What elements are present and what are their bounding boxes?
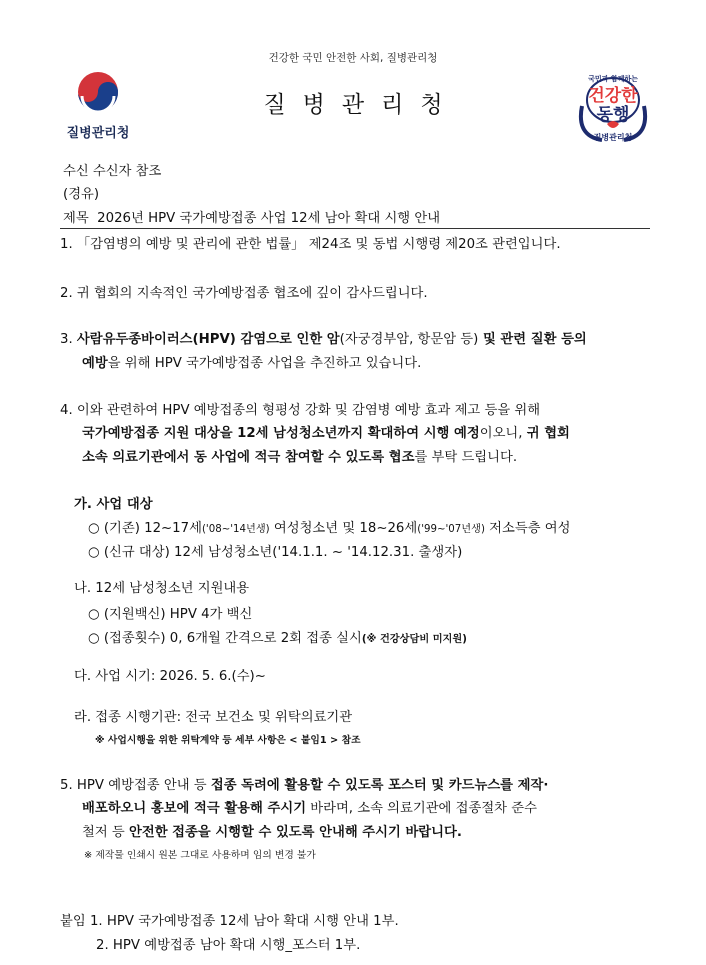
section-ga-title: 가. 사업 대상 (74, 497, 153, 512)
section-na-item-2 (88, 625, 467, 653)
slogan: 건강한 국민 안전한 사회, 질병관리청 (268, 52, 438, 64)
paragraph-5-bold-3: 안전한 접종을 시행할 수 있도록 안내해 주시기 바랍니다. (129, 825, 462, 840)
na-item-2-b: (※ 건강상담비 미지원) (361, 634, 467, 645)
paragraph-4-line3 (82, 444, 517, 471)
paragraph-4-line2 (82, 420, 570, 447)
paragraph-3-text-2: 을 위해 HPV 국가예방접종 사업을 추진하고 있습니다. (107, 356, 422, 371)
attachments-label: 붙임 (60, 914, 86, 929)
paragraph-3-text-1: (자궁경부암, 항문암 등) (339, 332, 479, 347)
paragraph-4-line1: 4. 이와 관련하여 HPV 예방접종의 형평성 강화 및 감염병 예방 효과 제고 등을 위해 (60, 403, 541, 418)
badge-line2: 건강한 (588, 86, 638, 106)
ga-item-1-d: ('99~'07년생) (417, 524, 485, 535)
paragraph-4-text-1: 이오니, (479, 426, 527, 441)
section-ra-note: ※ 사업시행을 위한 위탁계약 등 세부 사항은 < 붙임1 > 참조 (95, 735, 361, 746)
paragraph-1: 1. 「감염병의 예방 및 관리에 관한 법률」 제24조 및 동법 시행령 제20조 관련입니다. (60, 237, 561, 252)
paragraph-4-text-2: 를 부탁 드립니다. (414, 450, 518, 465)
header-divider (60, 228, 650, 229)
paragraph-2: 2. 귀 협회의 지속적인 국가예방접종 협조에 깊이 감사드립니다. (60, 286, 428, 301)
attachments-line-1 (60, 908, 399, 935)
ga-item-1-e: 저소득층 여성 (484, 521, 571, 536)
paragraph-4-bold-2: 귀 협회 (526, 426, 570, 441)
paragraph-5-note: ※ 제작물 인쇄시 원본 그대로 사용하며 임의 변경 불가 (84, 850, 316, 861)
section-da: 다. 사업 시기: 2026. 5. 6.(수)~ (74, 669, 266, 684)
attachment-item-1: 1. HPV 국가예방접종 12세 남아 확대 시행 안내 1부. (89, 914, 399, 929)
paragraph-3-number: 3. (60, 332, 73, 347)
section-ra: 라. 접종 시행기관: 전국 보건소 및 위탁의료기관 (74, 710, 353, 725)
badge-line3: 동행 (596, 105, 630, 125)
paragraph-3-bold-3: 예방 (82, 356, 108, 371)
attachment-item-2: 2. HPV 예방접종 남아 확대 시행_포스터 1부. (96, 938, 361, 953)
na-item-2-a: ○ (접종횟수) 0, 6개월 간격으로 2회 접종 실시 (88, 631, 362, 646)
paragraph-5-text-2: 바라며, 소속 의료기관에 접종절차 준수 (306, 801, 537, 816)
paragraph-3-bold-2: 및 관련 질환 등의 (478, 332, 587, 347)
ga-item-1-a: ○ (기존) 12~17세 (88, 521, 202, 536)
logo-left-caption: 질병관리청 (66, 126, 130, 141)
paragraph-3-line1 (60, 326, 587, 353)
paragraph-4-bold-3: 소속 의료기관에서 동 사업에 적극 참여할 수 있도록 협조 (82, 450, 415, 465)
campaign-badge (572, 66, 654, 148)
recipient-line: 수신 수신자 참조 (63, 164, 162, 179)
agency-title: 질병관리청 (263, 92, 460, 118)
via-line: (경유) (63, 187, 100, 202)
paragraph-5-text-1: 5. HPV 예방접종 안내 등 (60, 778, 211, 793)
ga-item-1-b: ('08~'14년생) (201, 524, 270, 535)
badge-line1: 국민과 함께하는 (588, 75, 638, 83)
paragraph-5-bold-2: 배포하오니 홍보에 적극 활용해 주시기 (82, 801, 307, 816)
paragraph-5-line2 (82, 795, 537, 822)
subject-text: 2026년 HPV 국가예방접종 사업 12세 남아 확대 시행 안내 (97, 211, 441, 226)
section-na-title: 나. 12세 남성청소년 지원내용 (74, 581, 250, 596)
paragraph-3-bold-1: 사람유두종바이러스(HPV) 감염으로 인한 암 (76, 332, 340, 347)
paragraph-5-bold-1: 접종 독려에 활용할 수 있도록 포스터 및 카드뉴스를 제작· (210, 778, 549, 793)
subject-line (63, 207, 440, 226)
subject-label: 제목 (63, 211, 89, 226)
paragraph-3-line2 (82, 350, 421, 377)
ga-item-1-c: 여성청소년 및 18~26세 (269, 521, 418, 536)
paragraph-4-bold-1: 국가예방접종 지원 대상을 12세 남성청소년까지 확대하여 시행 예정 (82, 426, 480, 441)
badge-caption: 질병관리청 (593, 133, 633, 142)
section-na-item-1: ○ (지원백신) HPV 4가 백신 (88, 607, 253, 622)
section-ga-item-2: ○ (신규 대상) 12세 남성청소년('14.1.1. ~ '14.12.31. 출생자) (88, 545, 463, 560)
paragraph-5-text-3: 철저 등 (82, 825, 129, 840)
paragraph-5-line3 (82, 819, 462, 846)
